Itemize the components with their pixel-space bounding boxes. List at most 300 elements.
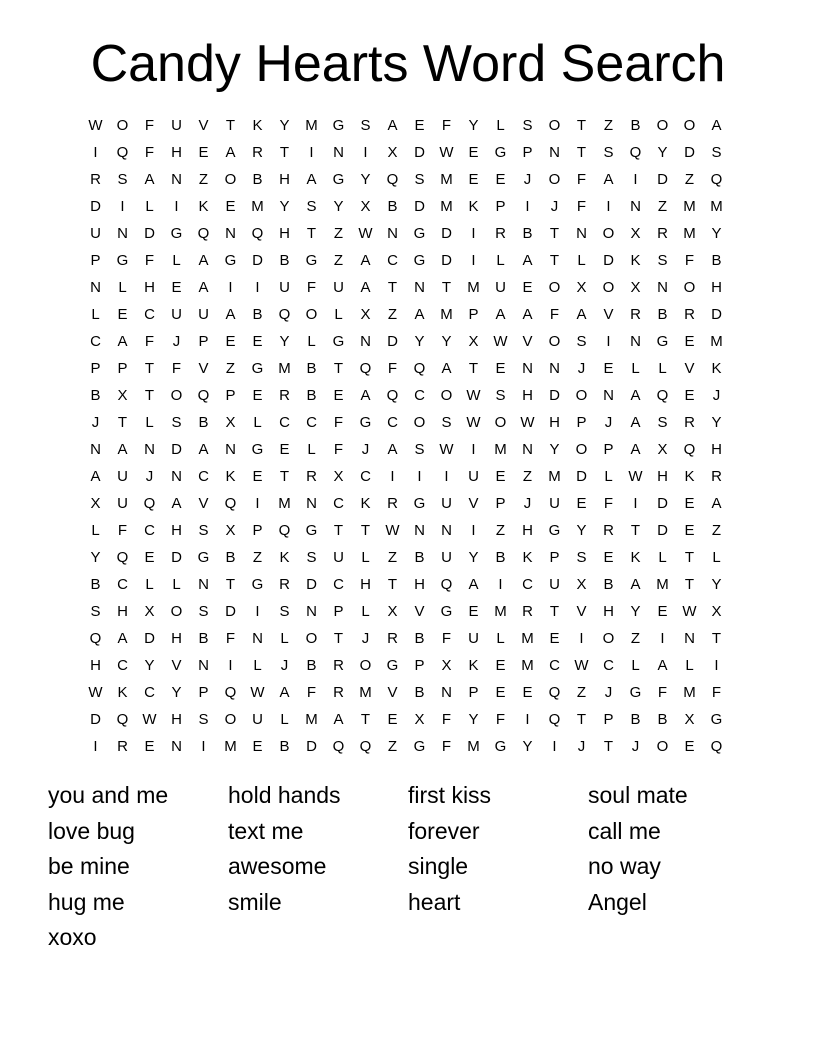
word-list-item: forever xyxy=(408,817,480,844)
grid-letter: F xyxy=(306,684,317,701)
grid-letter: X xyxy=(90,495,101,512)
grid-letter: H xyxy=(522,387,533,404)
grid-letter: V xyxy=(387,684,398,701)
grid-letter: N xyxy=(90,441,101,458)
grid-letter: F xyxy=(441,630,452,647)
grid-letter: H xyxy=(603,603,614,620)
grid-letter: Q xyxy=(332,738,345,755)
grid-letter: D xyxy=(387,333,398,350)
grid-letter: S xyxy=(117,171,128,188)
word-list-item: smile xyxy=(228,888,282,915)
grid-letter: F xyxy=(684,252,695,269)
grid-letter: A xyxy=(522,252,533,269)
grid-letter: N xyxy=(387,225,398,242)
grid-letter: P xyxy=(576,414,587,431)
grid-letter: W xyxy=(466,387,481,404)
grid-letter: H xyxy=(279,171,290,188)
grid-letter: O xyxy=(602,279,615,296)
grid-letter: J xyxy=(550,198,559,215)
grid-letter: M xyxy=(278,495,291,512)
grid-letter: Q xyxy=(197,225,210,242)
grid-letter: S xyxy=(495,387,506,404)
grid-letter: Y xyxy=(90,549,101,566)
grid-letter: S xyxy=(171,414,182,431)
grid-letter: D xyxy=(225,603,236,620)
grid-letter: D xyxy=(144,225,155,242)
grid-letter: C xyxy=(117,576,128,593)
grid-letter: E xyxy=(387,711,398,728)
grid-letter: G xyxy=(116,252,129,269)
grid-letter: K xyxy=(630,252,641,269)
grid-letter: L xyxy=(577,252,586,269)
grid-letter: S xyxy=(576,549,587,566)
grid-letter: M xyxy=(440,198,453,215)
grid-letter: R xyxy=(90,171,101,188)
grid-letter: E xyxy=(414,117,425,134)
grid-letter: R xyxy=(522,603,533,620)
grid-letter: A xyxy=(603,171,614,188)
grid-letter: M xyxy=(305,711,318,728)
grid-letter: O xyxy=(224,171,237,188)
grid-letter: P xyxy=(225,387,236,404)
grid-letter: X xyxy=(576,576,587,593)
grid-letter: G xyxy=(332,117,345,134)
grid-letter: A xyxy=(198,441,209,458)
word-list-item: Angel xyxy=(588,888,647,915)
grid-letter: D xyxy=(171,549,182,566)
grid-letter: K xyxy=(198,198,209,215)
grid-letter: L xyxy=(172,576,181,593)
grid-letter: L xyxy=(361,603,370,620)
grid-letter: L xyxy=(307,333,316,350)
grid-letter: I xyxy=(174,198,179,215)
grid-letter: T xyxy=(684,576,695,593)
grid-letter: H xyxy=(711,441,722,458)
grid-letter: W xyxy=(142,711,157,728)
grid-letter: O xyxy=(494,414,507,431)
grid-letter: W xyxy=(439,441,454,458)
grid-letter: E xyxy=(171,279,182,296)
grid-letter: Y xyxy=(360,171,371,188)
grid-letter: L xyxy=(658,360,667,377)
grid-letter: G xyxy=(710,711,723,728)
grid-letter: L xyxy=(280,630,289,647)
grid-letter: W xyxy=(682,603,697,620)
grid-letter: Y xyxy=(279,198,290,215)
grid-letter: I xyxy=(579,630,584,647)
grid-letter: R xyxy=(684,414,695,431)
grid-letter: B xyxy=(657,306,668,323)
grid-letter: F xyxy=(387,360,398,377)
grid-letter: M xyxy=(305,117,318,134)
grid-letter: Q xyxy=(440,576,453,593)
grid-letter: Y xyxy=(414,333,425,350)
grid-letter: E xyxy=(549,630,560,647)
grid-letter: Q xyxy=(224,495,237,512)
grid-letter: O xyxy=(656,738,669,755)
grid-letter: T xyxy=(711,630,722,647)
grid-letter: E xyxy=(468,144,479,161)
grid-letter: N xyxy=(522,360,533,377)
word-list xyxy=(48,778,768,956)
grid-letter: C xyxy=(198,468,209,485)
grid-letter: U xyxy=(333,549,344,566)
grid-letter: Y xyxy=(279,117,290,134)
grid-letter: J xyxy=(604,414,613,431)
grid-letter: R xyxy=(657,225,668,242)
grid-letter: X xyxy=(225,522,236,539)
grid-letter: G xyxy=(224,252,237,269)
grid-letter: C xyxy=(117,657,128,674)
grid-letter: I xyxy=(93,144,98,161)
grid-letter: E xyxy=(279,441,290,458)
grid-letter: W xyxy=(574,657,589,674)
grid-letter: Q xyxy=(116,549,129,566)
grid-letter: X xyxy=(333,468,344,485)
grid-letter: G xyxy=(413,225,426,242)
word-list-item: soul mate xyxy=(588,782,688,808)
grid-letter: A xyxy=(441,360,452,377)
grid-letter: A xyxy=(90,468,101,485)
grid-letter: O xyxy=(683,117,696,134)
grid-letter: J xyxy=(577,738,586,755)
grid-letter: T xyxy=(576,711,587,728)
grid-letter: J xyxy=(712,387,721,404)
grid-letter: G xyxy=(548,522,561,539)
grid-letter: T xyxy=(360,522,371,539)
grid-letter: M xyxy=(683,225,696,242)
grid-letter: M xyxy=(683,684,696,701)
grid-letter: Y xyxy=(468,117,479,134)
grid-letter: P xyxy=(468,306,479,323)
grid-letter: P xyxy=(522,144,533,161)
grid-letter: U xyxy=(441,495,452,512)
grid-letter: Z xyxy=(252,549,263,566)
grid-letter: C xyxy=(90,333,101,350)
grid-letter: D xyxy=(549,387,560,404)
grid-letter: T xyxy=(360,711,371,728)
grid-letter: T xyxy=(333,522,344,539)
grid-letter: L xyxy=(118,279,127,296)
grid-letter: U xyxy=(198,306,209,323)
grid-letter: U xyxy=(252,711,263,728)
grid-letter: G xyxy=(251,576,264,593)
grid-letter: X xyxy=(387,144,398,161)
grid-letter: Q xyxy=(359,360,372,377)
grid-letter: N xyxy=(549,144,560,161)
grid-letter: I xyxy=(552,738,557,755)
grid-letter: K xyxy=(630,549,641,566)
grid-letter: Q xyxy=(143,495,156,512)
grid-letter: F xyxy=(549,306,560,323)
grid-letter: A xyxy=(630,387,641,404)
grid-letter: R xyxy=(630,306,641,323)
grid-letter: T xyxy=(144,360,155,377)
grid-letter: S xyxy=(198,522,209,539)
grid-letter: D xyxy=(90,711,101,728)
grid-letter: W xyxy=(88,117,103,134)
grid-letter: Z xyxy=(522,468,533,485)
grid-letter: L xyxy=(280,711,289,728)
grid-letter: Y xyxy=(711,225,722,242)
grid-letter: U xyxy=(117,468,128,485)
grid-letter: G xyxy=(413,495,426,512)
word-list-item: text me xyxy=(228,817,304,844)
grid-letter: H xyxy=(279,225,290,242)
grid-letter: S xyxy=(576,333,587,350)
grid-letter: B xyxy=(225,549,236,566)
grid-letter: B xyxy=(711,252,722,269)
grid-letter: B xyxy=(198,630,209,647)
grid-letter: C xyxy=(306,414,317,431)
grid-letter: I xyxy=(525,198,530,215)
grid-letter: E xyxy=(684,333,695,350)
grid-letter: N xyxy=(144,441,155,458)
grid-letter: G xyxy=(413,738,426,755)
grid-letter: S xyxy=(657,252,668,269)
grid-letter: M xyxy=(683,198,696,215)
grid-letter: S xyxy=(360,117,371,134)
grid-letter: X xyxy=(441,657,452,674)
word-list-item: be mine xyxy=(48,853,130,879)
grid-letter: F xyxy=(576,198,587,215)
grid-letter: Z xyxy=(684,171,695,188)
grid-letter: M xyxy=(494,441,507,458)
grid-letter: P xyxy=(198,333,209,350)
grid-letter: W xyxy=(250,684,265,701)
grid-letter: S xyxy=(306,198,317,215)
grid-letter: M xyxy=(710,333,723,350)
grid-letter: S xyxy=(657,414,668,431)
grid-letter: B xyxy=(306,360,317,377)
grid-letter: H xyxy=(522,522,533,539)
grid-letter: F xyxy=(144,117,155,134)
grid-letter: U xyxy=(549,576,560,593)
grid-letter: K xyxy=(468,657,479,674)
grid-letter: R xyxy=(333,684,344,701)
grid-letter: T xyxy=(225,576,236,593)
grid-letter: W xyxy=(628,468,643,485)
grid-letter: O xyxy=(602,630,615,647)
grid-letter: D xyxy=(144,630,155,647)
grid-letter: X xyxy=(630,279,641,296)
grid-letter: A xyxy=(522,306,533,323)
grid-letter: N xyxy=(171,171,182,188)
grid-letter: E xyxy=(684,522,695,539)
grid-letter: K xyxy=(279,549,290,566)
grid-letter: L xyxy=(145,198,154,215)
grid-letter: G xyxy=(170,225,183,242)
grid-letter: Y xyxy=(576,522,587,539)
grid-letter: I xyxy=(93,738,98,755)
grid-letter: F xyxy=(576,171,587,188)
grid-letter: G xyxy=(494,144,507,161)
grid-letter: R xyxy=(279,576,290,593)
grid-letter: J xyxy=(91,414,100,431)
grid-letter: N xyxy=(630,198,641,215)
grid-letter: D xyxy=(171,441,182,458)
grid-letter: Z xyxy=(333,225,344,242)
grid-letter: I xyxy=(525,711,530,728)
grid-letter: P xyxy=(333,603,344,620)
grid-letter: L xyxy=(253,414,262,431)
grid-letter: L xyxy=(631,657,640,674)
grid-letter: Q xyxy=(683,441,696,458)
grid-letter: O xyxy=(683,279,696,296)
grid-letter: F xyxy=(171,360,182,377)
grid-letter: A xyxy=(279,684,290,701)
grid-letter: J xyxy=(361,441,370,458)
grid-letter: I xyxy=(471,225,476,242)
grid-letter: K xyxy=(252,117,263,134)
grid-letter: P xyxy=(90,252,101,269)
grid-letter: A xyxy=(225,306,236,323)
grid-letter: H xyxy=(90,657,101,674)
word-list-item: call me xyxy=(588,817,661,844)
grid-letter: E xyxy=(495,468,506,485)
grid-letter: D xyxy=(684,144,695,161)
grid-letter: Q xyxy=(359,738,372,755)
grid-letter: M xyxy=(521,657,534,674)
grid-letter: E xyxy=(198,144,209,161)
letter-grid xyxy=(82,112,730,760)
grid-letter: G xyxy=(440,603,453,620)
grid-letter: T xyxy=(117,414,128,431)
grid-letter: F xyxy=(144,252,155,269)
grid-letter: Z xyxy=(630,630,641,647)
grid-letter: Z xyxy=(387,306,398,323)
grid-letter: D xyxy=(306,576,317,593)
grid-letter: E xyxy=(495,360,506,377)
grid-letter: D xyxy=(711,306,722,323)
grid-letter: E xyxy=(603,549,614,566)
grid-letter: X xyxy=(576,279,587,296)
grid-letter: A xyxy=(630,576,641,593)
grid-letter: U xyxy=(171,306,182,323)
grid-letter: F xyxy=(333,414,344,431)
grid-letter: E xyxy=(684,738,695,755)
grid-letter: L xyxy=(604,468,613,485)
grid-letter: Q xyxy=(197,387,210,404)
grid-letter: A xyxy=(387,441,398,458)
grid-letter: I xyxy=(201,738,206,755)
grid-letter: B xyxy=(495,549,506,566)
grid-letter: I xyxy=(255,603,260,620)
grid-letter: P xyxy=(495,198,506,215)
grid-letter: Q xyxy=(386,387,399,404)
grid-letter: V xyxy=(414,603,425,620)
grid-letter: H xyxy=(171,144,182,161)
word-list-item: hug me xyxy=(48,888,125,915)
grid-letter: X xyxy=(360,198,371,215)
grid-letter: I xyxy=(444,468,449,485)
grid-letter: J xyxy=(523,495,532,512)
grid-letter: T xyxy=(279,468,290,485)
grid-letter: L xyxy=(145,414,154,431)
grid-letter: I xyxy=(255,279,260,296)
grid-letter: F xyxy=(117,522,128,539)
grid-letter: Q xyxy=(116,144,129,161)
grid-letter: Y xyxy=(468,549,479,566)
grid-letter: N xyxy=(306,495,317,512)
grid-letter: Q xyxy=(116,711,129,728)
grid-letter: M xyxy=(251,198,264,215)
grid-letter: B xyxy=(603,576,614,593)
grid-letter: E xyxy=(468,171,479,188)
grid-letter: C xyxy=(333,495,344,512)
grid-letter: L xyxy=(712,549,721,566)
grid-letter: H xyxy=(117,603,128,620)
grid-letter: O xyxy=(548,117,561,134)
grid-letter: S xyxy=(306,549,317,566)
grid-letter: O xyxy=(170,387,183,404)
grid-letter: L xyxy=(496,630,505,647)
grid-letter: K xyxy=(117,684,128,701)
grid-letter: L xyxy=(631,360,640,377)
grid-letter: I xyxy=(471,252,476,269)
grid-letter: T xyxy=(576,144,587,161)
grid-letter: Q xyxy=(413,360,426,377)
grid-letter: N xyxy=(171,738,182,755)
grid-letter: M xyxy=(521,630,534,647)
grid-letter: A xyxy=(711,117,722,134)
grid-letter: N xyxy=(684,630,695,647)
grid-letter: Q xyxy=(278,306,291,323)
grid-letter: M xyxy=(440,171,453,188)
grid-letter: J xyxy=(361,630,370,647)
grid-letter: H xyxy=(549,414,560,431)
grid-letter: N xyxy=(225,441,236,458)
grid-letter: H xyxy=(711,279,722,296)
grid-letter: Q xyxy=(224,684,237,701)
grid-letter: Q xyxy=(629,144,642,161)
grid-letter: O xyxy=(440,387,453,404)
grid-letter: T xyxy=(549,225,560,242)
grid-letter: F xyxy=(441,117,452,134)
grid-letter: N xyxy=(360,333,371,350)
grid-letter: E xyxy=(522,279,533,296)
grid-letter: I xyxy=(606,198,611,215)
grid-letter: O xyxy=(575,387,588,404)
grid-letter: J xyxy=(523,171,532,188)
word-list-item: hold hands xyxy=(228,782,341,808)
grid-letter: R xyxy=(495,225,506,242)
grid-letter: Z xyxy=(711,522,722,539)
grid-letter: V xyxy=(171,657,182,674)
grid-letter: E xyxy=(495,171,506,188)
word-list-item: xoxo xyxy=(48,924,97,950)
grid-letter: U xyxy=(117,495,128,512)
grid-letter: B xyxy=(387,198,398,215)
grid-letter: I xyxy=(255,495,260,512)
grid-letter: B xyxy=(279,252,290,269)
grid-letter: X xyxy=(684,711,695,728)
grid-letter: T xyxy=(549,603,560,620)
grid-letter: M xyxy=(278,360,291,377)
grid-letter: N xyxy=(414,522,425,539)
grid-letter: S xyxy=(441,414,452,431)
grid-letter: E xyxy=(522,684,533,701)
grid-letter: E xyxy=(684,495,695,512)
word-list-item: single xyxy=(408,853,469,879)
grid-letter: C xyxy=(414,387,425,404)
grid-letter: Q xyxy=(548,684,561,701)
grid-letter: N xyxy=(225,225,236,242)
grid-letter: V xyxy=(684,360,695,377)
grid-letter: Y xyxy=(522,738,533,755)
grid-letter: P xyxy=(603,441,614,458)
grid-letter: O xyxy=(305,630,318,647)
